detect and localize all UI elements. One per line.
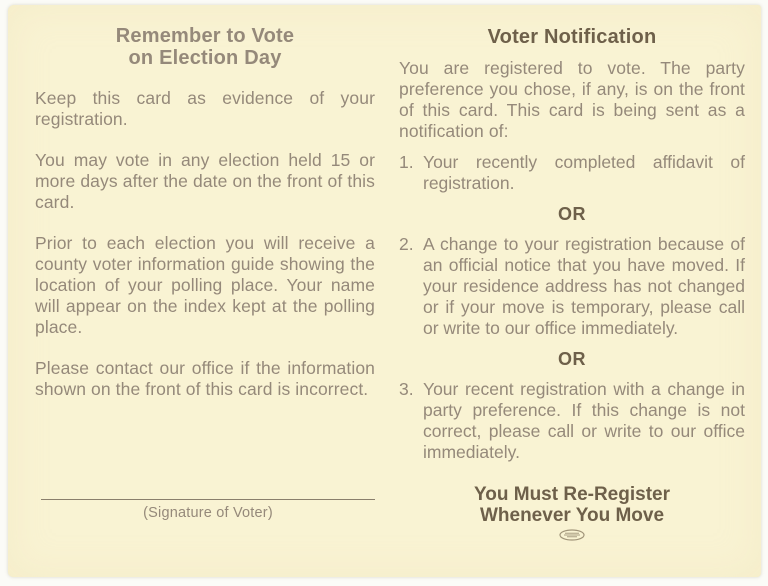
list-item-3-text: Your recent registration with a change in party preference. If this change is not correct, please call or write to our office immediately. — [423, 379, 745, 462]
list-item-3 — [399, 379, 745, 463]
signature-label: (Signature of Voter) — [143, 505, 273, 521]
or-separator-2: OR — [558, 349, 586, 369]
right-panel-title: Voter Notification — [487, 26, 657, 48]
footer-line-2: Whenever You Move — [479, 505, 665, 526]
list-item-2 — [399, 234, 745, 339]
voter-notification-panel — [399, 5, 745, 577]
remember-to-vote-panel — [35, 5, 375, 577]
list-item-1-text: Your recently completed affidavit of registration. — [423, 152, 745, 193]
list-item-3-number: 3. — [399, 379, 414, 399]
left-panel-title — [35, 25, 375, 69]
or-separator-1: OR — [558, 204, 586, 224]
left-paragraph-vote-any-election: You may vote in any election held 15 or more days after the date on the front of this card. — [35, 150, 375, 212]
re-register-footer — [399, 484, 745, 541]
voter-card-back — [8, 5, 761, 577]
list-item-2-number: 2. — [399, 234, 414, 254]
list-item-1-number: 1. — [399, 152, 414, 172]
card-columns — [8, 5, 761, 577]
left-title-line-1: Remember to Vote — [115, 25, 295, 47]
signature-block — [41, 499, 375, 521]
union-label-icon — [399, 529, 745, 541]
list-item-2-text: A change to your registration because of an official notice that you have moved. If your residence address has not changed or if your move is temporary, please call or write to our office immediately. — [423, 234, 745, 338]
footer-line-1: You Must Re-Register — [473, 484, 670, 505]
left-paragraph-keep-card: Keep this card as evidence of your registration. — [35, 88, 375, 129]
left-title-line-2: on Election Day — [128, 47, 282, 69]
list-item-1 — [399, 152, 745, 194]
signature-line — [41, 499, 375, 500]
left-paragraph-polling-place: Prior to each election you will receive a county voter information guide showing the location of your polling place. Your name will appear on the index kept at the polling place. — [35, 233, 375, 337]
left-paragraph-contact-office: Please contact our office if the information shown on the front of this card is incorrect. — [35, 358, 375, 399]
notification-intro: You are registered to vote. The party preference you chose, if any, is on the front of this card. This card is being sent as a notification of: — [399, 58, 745, 141]
